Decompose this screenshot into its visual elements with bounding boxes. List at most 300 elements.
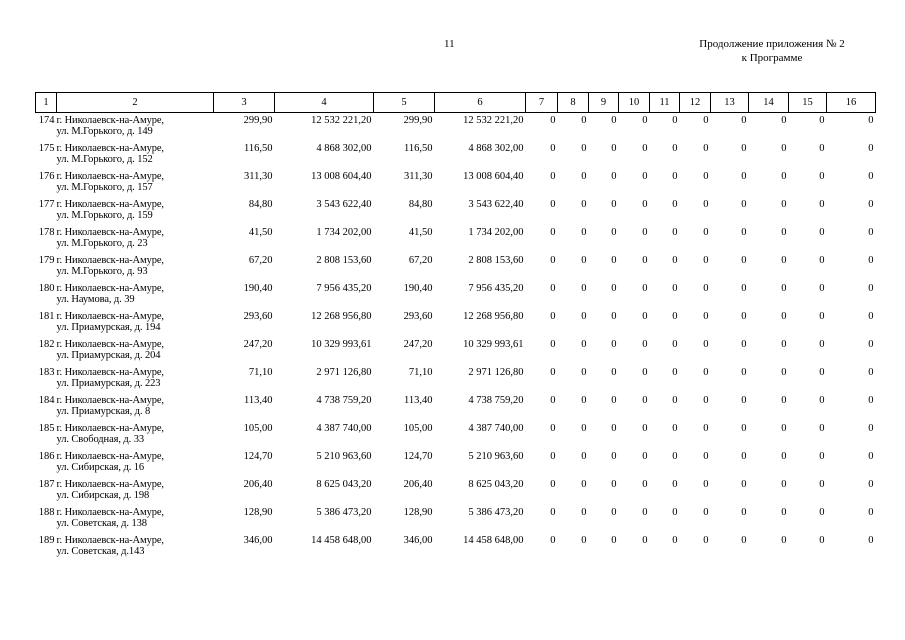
row-number: 182	[38, 339, 55, 350]
value-cell: 0	[642, 311, 648, 322]
area-cell: 206,40	[403, 479, 433, 490]
value-cell: 0	[741, 311, 747, 322]
address-line-2: ул. Наумова, д. 39	[56, 294, 135, 305]
value-cell: 0	[703, 311, 709, 322]
appendix-line-1: Продолжение приложения № 2	[699, 38, 845, 50]
value-cell: 0	[642, 535, 648, 546]
area-cell: 84,80	[248, 199, 273, 210]
value-cell: 0	[611, 143, 617, 154]
value-cell: 0	[611, 283, 617, 294]
value-cell: 0	[611, 507, 617, 518]
address-line-2: ул. М.Горького, д. 159	[56, 210, 153, 221]
value-cell: 0	[819, 171, 825, 182]
value-cell: 0	[611, 339, 617, 350]
value-cell: 0	[581, 367, 587, 378]
value-cell: 0	[868, 479, 874, 490]
value-cell: 0	[741, 199, 747, 210]
address-line-1: г. Николаевск-на-Амуре,	[56, 143, 164, 154]
value-cell: 0	[741, 283, 747, 294]
column-header: 5	[374, 93, 435, 113]
value-cell: 0	[550, 395, 556, 406]
area-cell: 128,90	[403, 507, 433, 518]
value-cell: 0	[703, 423, 709, 434]
cost-cell: 7 956 435,20	[468, 283, 524, 294]
value-cell: 0	[868, 143, 874, 154]
value-cell: 0	[819, 395, 825, 406]
value-cell: 0	[611, 255, 617, 266]
row-number: 187	[38, 479, 55, 490]
value-cell: 0	[642, 199, 648, 210]
cost-cell: 4 387 740,00	[468, 423, 524, 434]
row-number: 189	[38, 535, 55, 546]
address-line-2: ул. Приамурская, д. 194	[56, 322, 161, 333]
cost-cell: 1 734 202,00	[316, 227, 372, 238]
address-line-1: г. Николаевск-на-Амуре,	[56, 395, 164, 406]
value-cell: 0	[741, 395, 747, 406]
cost-cell: 5 386 473,20	[468, 507, 524, 518]
value-cell: 0	[781, 395, 787, 406]
value-cell: 0	[819, 423, 825, 434]
value-cell: 0	[581, 311, 587, 322]
value-cell: 0	[703, 367, 709, 378]
address-line-2: ул. Сибирская, д. 198	[56, 490, 150, 501]
value-cell: 0	[550, 199, 556, 210]
value-cell: 0	[672, 339, 678, 350]
address-line-2: ул. Советская, д.143	[56, 546, 145, 557]
address-line-2: ул. М.Горького, д. 93	[56, 266, 148, 277]
area-cell: 105,00	[243, 423, 273, 434]
area-cell: 41,50	[408, 227, 433, 238]
value-cell: 0	[611, 115, 617, 126]
cost-cell: 12 532 221,20	[463, 115, 524, 126]
area-cell: 84,80	[408, 199, 433, 210]
table-row	[36, 227, 876, 255]
column-header: 11	[650, 93, 680, 113]
area-cell: 190,40	[403, 283, 433, 294]
value-cell: 0	[642, 227, 648, 238]
value-cell: 0	[781, 143, 787, 154]
address-cell	[57, 507, 214, 535]
address-line-2: ул. М.Горького, д. 23	[56, 238, 148, 249]
cost-cell: 4 738 759,20	[316, 395, 372, 406]
value-cell: 0	[741, 227, 747, 238]
value-cell: 0	[581, 283, 587, 294]
address-line-1: г. Николаевск-на-Амуре,	[56, 479, 164, 490]
value-cell: 0	[672, 395, 678, 406]
value-cell: 0	[868, 283, 874, 294]
table-row	[36, 199, 876, 227]
cost-cell: 3 543 622,40	[468, 199, 524, 210]
cost-cell: 12 532 221,20	[311, 115, 372, 126]
value-cell: 0	[581, 227, 587, 238]
table-row	[36, 143, 876, 171]
cost-cell: 10 329 993,61	[463, 339, 524, 350]
table-row	[36, 339, 876, 367]
value-cell: 0	[703, 283, 709, 294]
area-cell: 190,40	[243, 283, 273, 294]
column-header: 12	[680, 93, 711, 113]
value-cell: 0	[819, 479, 825, 490]
row-number: 180	[38, 283, 55, 294]
value-cell: 0	[703, 507, 709, 518]
page-number: 11	[444, 38, 455, 50]
area-cell: 67,20	[408, 255, 433, 266]
value-cell: 0	[781, 423, 787, 434]
appendix-caption	[672, 37, 872, 65]
address-line-2: ул. Приамурская, д. 8	[56, 406, 151, 417]
row-number: 181	[38, 311, 55, 322]
value-cell: 0	[581, 395, 587, 406]
cost-cell: 4 868 302,00	[316, 143, 372, 154]
value-cell: 0	[550, 171, 556, 182]
row-number: 184	[38, 395, 55, 406]
table-row	[36, 171, 876, 199]
table-row	[36, 479, 876, 507]
area-cell: 128,90	[243, 507, 273, 518]
table-row	[36, 535, 876, 563]
address-line-1: г. Николаевск-на-Амуре,	[56, 535, 164, 546]
table-row	[36, 367, 876, 395]
value-cell: 0	[550, 143, 556, 154]
value-cell: 0	[703, 171, 709, 182]
address-cell	[57, 113, 214, 144]
area-cell: 346,00	[403, 535, 433, 546]
value-cell: 0	[550, 227, 556, 238]
value-cell: 0	[642, 115, 648, 126]
table-row	[36, 283, 876, 311]
address-line-1: г. Николаевск-на-Амуре,	[56, 115, 164, 126]
address-cell	[57, 227, 214, 255]
value-cell: 0	[703, 395, 709, 406]
value-cell: 0	[868, 199, 874, 210]
address-line-2: ул. М.Горького, д. 152	[56, 154, 153, 165]
value-cell: 0	[781, 255, 787, 266]
value-cell: 0	[868, 451, 874, 462]
value-cell: 0	[581, 479, 587, 490]
address-cell	[57, 339, 214, 367]
value-cell: 0	[672, 171, 678, 182]
column-header: 1	[36, 93, 57, 113]
value-cell: 0	[741, 479, 747, 490]
address-line-2: ул. Приамурская, д. 223	[56, 378, 161, 389]
value-cell: 0	[703, 199, 709, 210]
address-line-1: г. Николаевск-на-Амуре,	[56, 227, 164, 238]
address-cell	[57, 171, 214, 199]
value-cell: 0	[781, 367, 787, 378]
value-cell: 0	[611, 395, 617, 406]
value-cell: 0	[781, 171, 787, 182]
row-number: 177	[38, 199, 55, 210]
area-cell: 247,20	[243, 339, 273, 350]
value-cell: 0	[581, 171, 587, 182]
address-cell	[57, 311, 214, 339]
column-header: 10	[619, 93, 650, 113]
value-cell: 0	[781, 507, 787, 518]
address-line-1: г. Николаевск-на-Амуре,	[56, 171, 164, 182]
value-cell: 0	[703, 115, 709, 126]
address-cell	[57, 283, 214, 311]
row-number: 175	[38, 143, 55, 154]
table-row	[36, 113, 876, 144]
cost-cell: 3 543 622,40	[316, 199, 372, 210]
value-cell: 0	[642, 339, 648, 350]
value-cell: 0	[672, 143, 678, 154]
value-cell: 0	[819, 451, 825, 462]
address-line-1: г. Николаевск-на-Амуре,	[56, 507, 164, 518]
table-row	[36, 451, 876, 479]
value-cell: 0	[781, 339, 787, 350]
value-cell: 0	[642, 395, 648, 406]
value-cell: 0	[781, 311, 787, 322]
address-line-1: г. Николаевск-на-Амуре,	[56, 199, 164, 210]
cost-cell: 13 008 604,40	[311, 171, 372, 182]
value-cell: 0	[642, 255, 648, 266]
address-cell	[57, 479, 214, 507]
value-cell: 0	[642, 143, 648, 154]
value-cell: 0	[703, 339, 709, 350]
cost-cell: 13 008 604,40	[463, 171, 524, 182]
column-header: 14	[749, 93, 789, 113]
value-cell: 0	[781, 479, 787, 490]
area-cell: 206,40	[243, 479, 273, 490]
value-cell: 0	[868, 171, 874, 182]
address-line-1: г. Николаевск-на-Амуре,	[56, 283, 164, 294]
data-table	[35, 92, 876, 563]
row-number: 186	[38, 451, 55, 462]
area-cell: 71,10	[408, 367, 433, 378]
column-header: 15	[789, 93, 827, 113]
value-cell: 0	[819, 339, 825, 350]
value-cell: 0	[611, 227, 617, 238]
value-cell: 0	[741, 507, 747, 518]
cost-cell: 7 956 435,20	[316, 283, 372, 294]
value-cell: 0	[550, 311, 556, 322]
cost-cell: 2 971 126,80	[316, 367, 372, 378]
address-line-2: ул. М.Горького, д. 157	[56, 182, 153, 193]
address-line-2: ул. Сибирская, д. 16	[56, 462, 145, 473]
value-cell: 0	[868, 367, 874, 378]
row-number: 183	[38, 367, 55, 378]
value-cell: 0	[550, 283, 556, 294]
value-cell: 0	[672, 255, 678, 266]
value-cell: 0	[550, 507, 556, 518]
value-cell: 0	[642, 451, 648, 462]
address-line-2: ул. Советская, д. 138	[56, 518, 147, 529]
value-cell: 0	[550, 115, 556, 126]
value-cell: 0	[581, 451, 587, 462]
value-cell: 0	[741, 255, 747, 266]
value-cell: 0	[868, 339, 874, 350]
value-cell: 0	[672, 227, 678, 238]
area-cell: 67,20	[248, 255, 273, 266]
value-cell: 0	[781, 451, 787, 462]
column-header: 13	[711, 93, 749, 113]
value-cell: 0	[611, 171, 617, 182]
value-cell: 0	[672, 535, 678, 546]
area-cell: 247,20	[403, 339, 433, 350]
address-cell	[57, 451, 214, 479]
value-cell: 0	[781, 199, 787, 210]
column-header: 6	[435, 93, 526, 113]
value-cell: 0	[581, 535, 587, 546]
value-cell: 0	[741, 535, 747, 546]
value-cell: 0	[819, 199, 825, 210]
area-cell: 311,30	[244, 171, 273, 182]
address-line-2: ул. Свободная, д. 33	[56, 434, 145, 445]
column-header: 2	[57, 93, 214, 113]
address-line-1: г. Николаевск-на-Амуре,	[56, 255, 164, 266]
value-cell: 0	[741, 143, 747, 154]
value-cell: 0	[741, 451, 747, 462]
value-cell: 0	[819, 507, 825, 518]
area-cell: 299,90	[243, 115, 273, 126]
value-cell: 0	[868, 115, 874, 126]
address-line-1: г. Николаевск-на-Амуре,	[56, 367, 164, 378]
table-row	[36, 423, 876, 451]
value-cell: 0	[550, 535, 556, 546]
value-cell: 0	[550, 339, 556, 350]
address-line-1: г. Николаевск-на-Амуре,	[56, 311, 164, 322]
column-header: 4	[275, 93, 374, 113]
value-cell: 0	[703, 451, 709, 462]
value-cell: 0	[672, 451, 678, 462]
area-cell: 293,60	[403, 311, 433, 322]
address-cell	[57, 535, 214, 563]
value-cell: 0	[672, 283, 678, 294]
value-cell: 0	[672, 507, 678, 518]
value-cell: 0	[642, 367, 648, 378]
value-cell: 0	[819, 255, 825, 266]
value-cell: 0	[741, 423, 747, 434]
cost-cell: 2 808 153,60	[316, 255, 372, 266]
value-cell: 0	[741, 339, 747, 350]
area-cell: 124,70	[243, 451, 273, 462]
row-number: 178	[38, 227, 55, 238]
cost-cell: 10 329 993,61	[311, 339, 372, 350]
value-cell: 0	[642, 423, 648, 434]
cost-cell: 2 971 126,80	[468, 367, 524, 378]
cost-cell: 4 387 740,00	[316, 423, 372, 434]
value-cell: 0	[819, 227, 825, 238]
area-cell: 71,10	[248, 367, 273, 378]
row-number: 176	[38, 171, 55, 182]
value-cell: 0	[868, 423, 874, 434]
cost-cell: 5 386 473,20	[316, 507, 372, 518]
value-cell: 0	[703, 255, 709, 266]
cost-cell: 8 625 043,20	[316, 479, 372, 490]
cost-cell: 5 210 963,60	[316, 451, 372, 462]
area-cell: 311,30	[404, 171, 433, 182]
value-cell: 0	[868, 255, 874, 266]
value-cell: 0	[819, 535, 825, 546]
value-cell: 0	[642, 507, 648, 518]
table-row	[36, 255, 876, 283]
value-cell: 0	[672, 367, 678, 378]
value-cell: 0	[703, 143, 709, 154]
value-cell: 0	[868, 535, 874, 546]
address-line-2: ул. Приамурская, д. 204	[56, 350, 161, 361]
value-cell: 0	[672, 311, 678, 322]
column-header: 7	[526, 93, 558, 113]
address-line-1: г. Николаевск-на-Амуре,	[56, 423, 164, 434]
value-cell: 0	[550, 451, 556, 462]
header-row	[36, 93, 876, 113]
area-cell: 105,00	[403, 423, 433, 434]
table-row	[36, 311, 876, 339]
value-cell: 0	[611, 451, 617, 462]
value-cell: 0	[550, 423, 556, 434]
cost-cell: 8 625 043,20	[468, 479, 524, 490]
cost-cell: 12 268 956,80	[463, 311, 524, 322]
value-cell: 0	[611, 423, 617, 434]
column-header: 8	[558, 93, 589, 113]
value-cell: 0	[581, 199, 587, 210]
value-cell: 0	[819, 143, 825, 154]
value-cell: 0	[611, 535, 617, 546]
row-number: 185	[38, 423, 55, 434]
cost-cell: 5 210 963,60	[468, 451, 524, 462]
value-cell: 0	[819, 115, 825, 126]
area-cell: 293,60	[243, 311, 273, 322]
area-cell: 116,50	[404, 143, 433, 154]
value-cell: 0	[819, 367, 825, 378]
value-cell: 0	[581, 255, 587, 266]
address-cell	[57, 143, 214, 171]
value-cell: 0	[672, 423, 678, 434]
value-cell: 0	[581, 423, 587, 434]
value-cell: 0	[781, 227, 787, 238]
value-cell: 0	[819, 311, 825, 322]
address-line-2: ул. М.Горького, д. 149	[56, 126, 153, 137]
value-cell: 0	[703, 479, 709, 490]
value-cell: 0	[611, 311, 617, 322]
area-cell: 124,70	[403, 451, 433, 462]
value-cell: 0	[781, 115, 787, 126]
value-cell: 0	[868, 311, 874, 322]
value-cell: 0	[703, 535, 709, 546]
cost-cell: 2 808 153,60	[468, 255, 524, 266]
value-cell: 0	[868, 507, 874, 518]
cost-cell: 4 738 759,20	[468, 395, 524, 406]
value-cell: 0	[672, 199, 678, 210]
value-cell: 0	[581, 507, 587, 518]
value-cell: 0	[819, 283, 825, 294]
value-cell: 0	[703, 227, 709, 238]
row-number: 179	[38, 255, 55, 266]
cost-cell: 14 458 648,00	[463, 535, 524, 546]
area-cell: 299,90	[403, 115, 433, 126]
value-cell: 0	[550, 479, 556, 490]
row-number: 188	[38, 507, 55, 518]
value-cell: 0	[868, 227, 874, 238]
value-cell: 0	[642, 171, 648, 182]
column-header: 9	[589, 93, 619, 113]
value-cell: 0	[581, 339, 587, 350]
value-cell: 0	[741, 367, 747, 378]
area-cell: 41,50	[248, 227, 273, 238]
table-row	[36, 507, 876, 535]
table-row	[36, 395, 876, 423]
value-cell: 0	[611, 479, 617, 490]
area-cell: 346,00	[243, 535, 273, 546]
value-cell: 0	[581, 143, 587, 154]
address-cell	[57, 395, 214, 423]
cost-cell: 12 268 956,80	[311, 311, 372, 322]
address-cell	[57, 367, 214, 395]
value-cell: 0	[868, 395, 874, 406]
value-cell: 0	[781, 535, 787, 546]
appendix-line-2: к Программе	[741, 52, 803, 64]
